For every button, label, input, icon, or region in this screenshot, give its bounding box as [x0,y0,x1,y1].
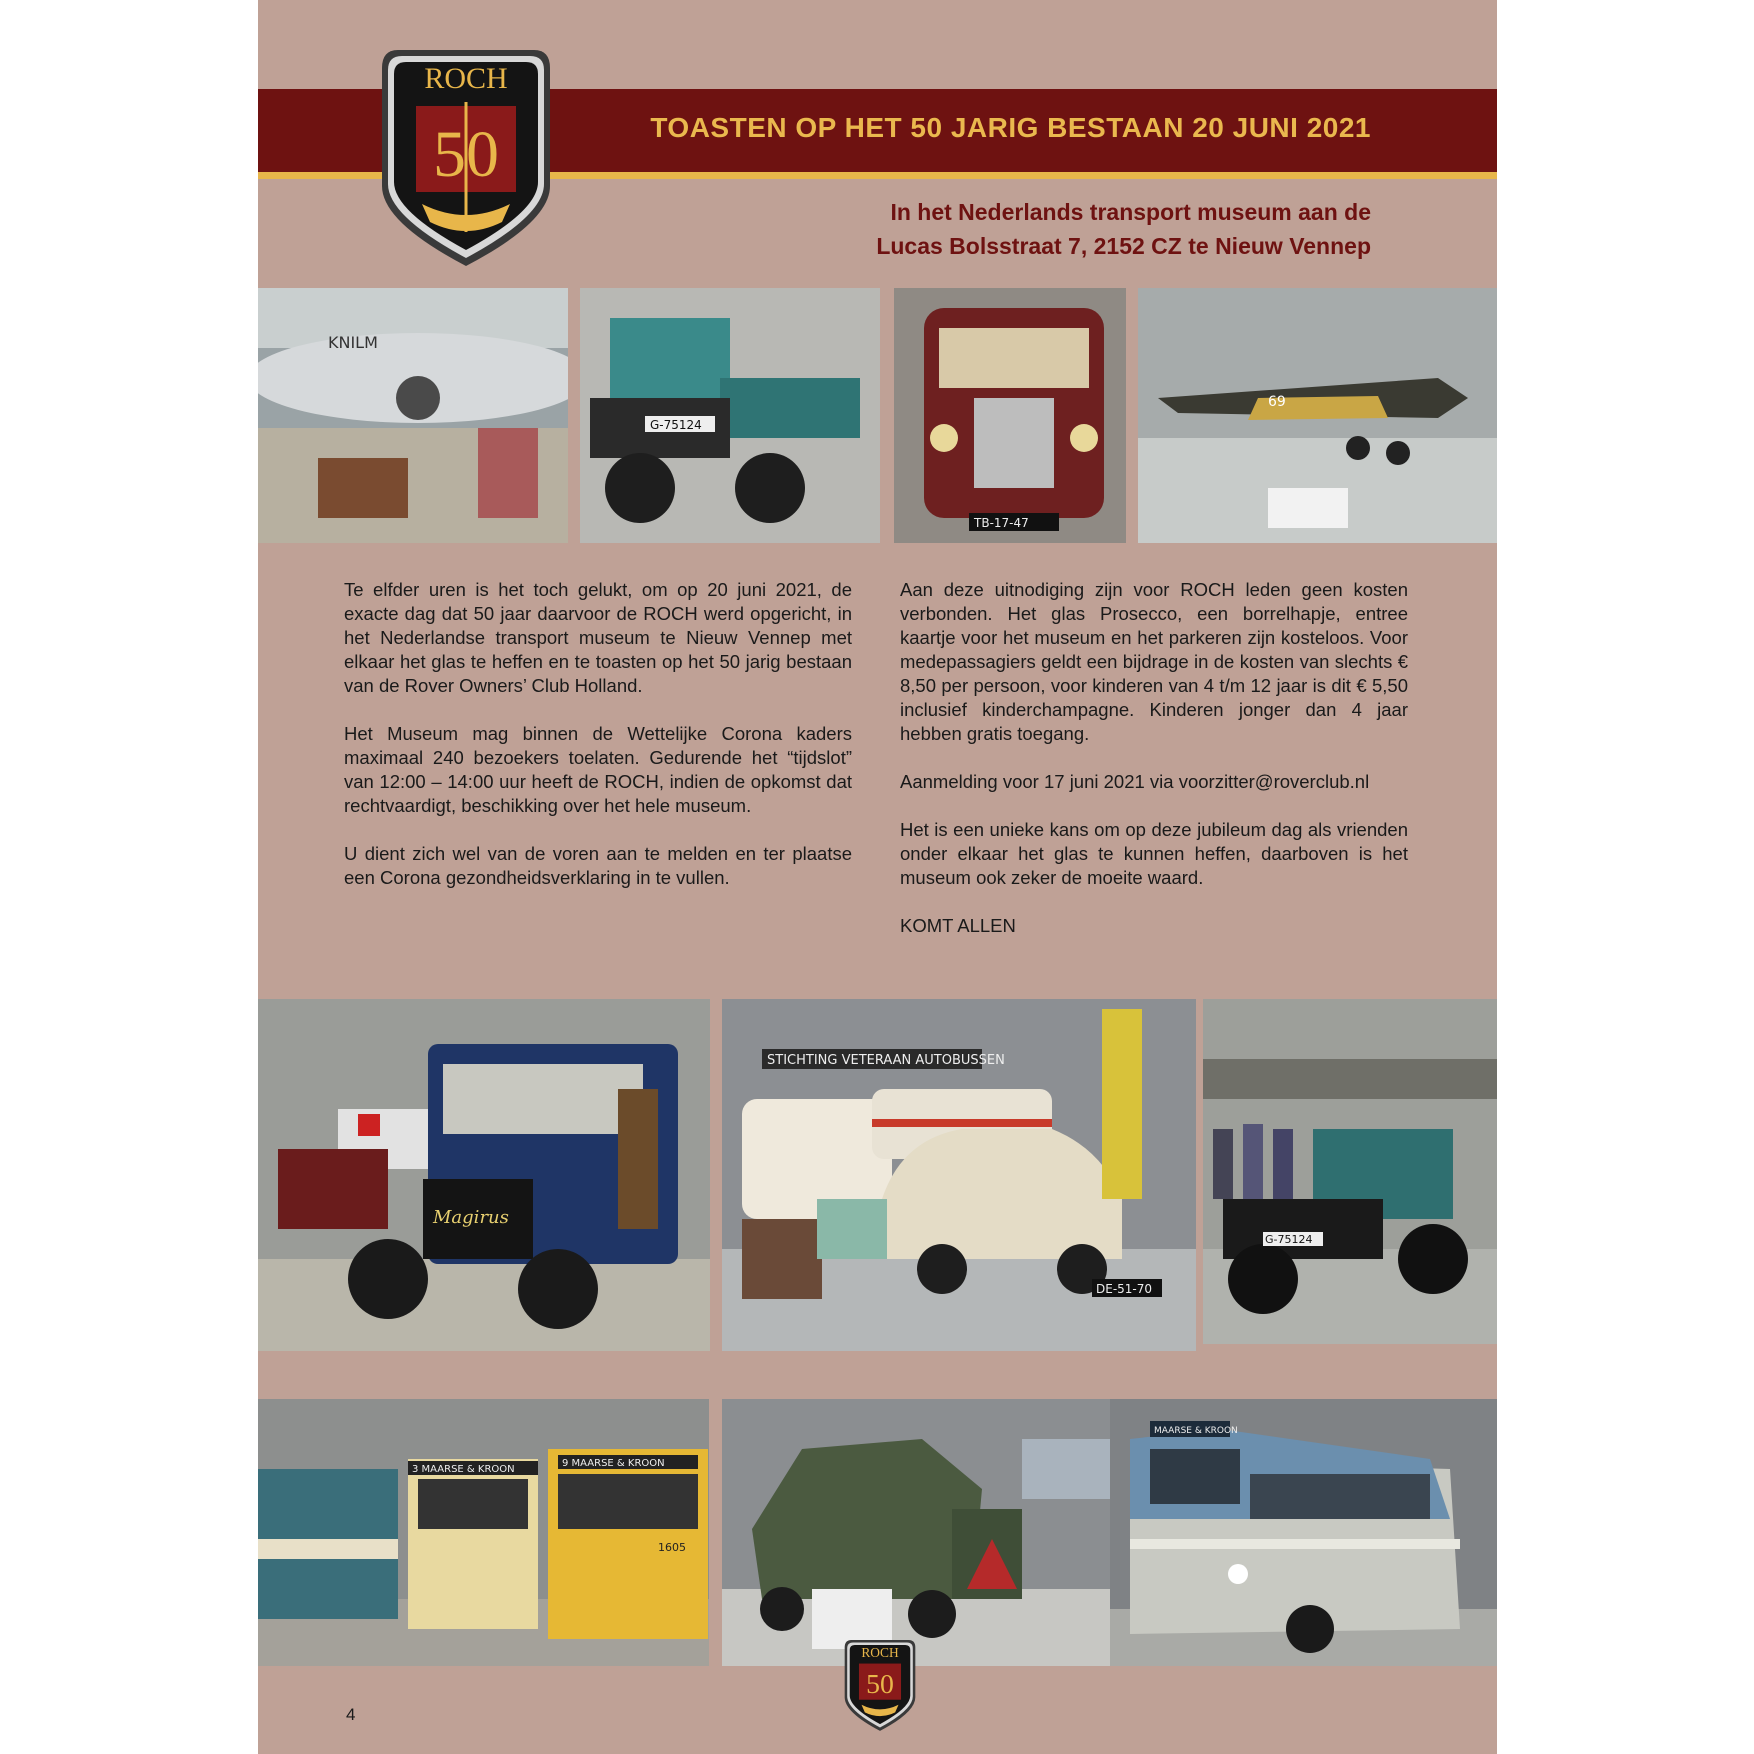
svg-text:50: 50 [433,118,499,191]
right-paragraph: Aanmelding voor 17 juni 2021 via voorzitter@roverclub.nl [900,771,1370,792]
page-title: TOASTEN OP HET 50 JARIG BESTAAN 20 JUNI 2021 [650,112,1371,143]
svg-text:Magirus: Magirus [433,1207,509,1228]
photo-harvard-plane [1138,288,1497,543]
svg-text:1605: 1605 [658,1541,686,1554]
svg-text:50: 50 [866,1668,894,1700]
subtitle-line-1: In het Nederlands transport museum aan de [890,199,1371,225]
svg-text:9 MAARSE & KROON: 9 MAARSE & KROON [562,1458,665,1469]
photo-red-bus [894,288,1126,543]
page-number: 4 [346,1705,356,1724]
article-right-column [900,578,1408,962]
photo-dakota-plane [258,288,568,543]
svg-text:ROCH: ROCH [424,62,508,95]
left-paragraph: Te elfder uren is het toch gelukt, om op 20 juni 2021, de exacte dag dat 50 jaar daarvoor de ROCH werd opgericht, in het Nederlandse transport museum te Nieuw Vennep met elkaar het glas te heffen en te toasten op het 50 jarig bestaan van de Rover Owners’ Club Holland. [344,579,852,696]
page-subtitle [876,195,1371,263]
photo-daf-caravan [722,999,1196,1351]
right-paragraph: Aan deze uitnodiging zijn voor ROCH leden geen kosten verbonden. Het glas Prosecco, een borrelhapje, entree kaartje voor het museum en het parkeren zijn kosteloos. Voor medepassagiers geldt een bijdrage in de kosten van slechts € 8,50 per persoon, voor kinderen van 4 t/m 12 jaar is dit € 5,50 inclusief kinderchampagne. Kinderen jonger dan 4 jaar hebben gratis toegang. [900,579,1408,744]
photo-magirus-bus [258,999,710,1351]
photo-crown-coach [1110,1399,1497,1666]
svg-text:ROCH: ROCH [861,1644,899,1660]
svg-text:KNILM: KNILM [328,333,378,352]
svg-text:69: 69 [1268,394,1286,410]
roch-50-shield-logo-small-icon [843,1636,917,1734]
svg-text:MAARSE & KROON: MAARSE & KROON [1154,1426,1238,1436]
subtitle-line-2: Lucas Bolsstraat 7, 2152 CZ te Nieuw Vennep [876,233,1371,259]
roch-50-logo-small [843,1636,917,1734]
left-paragraph: Het Museum mag binnen de Wettelijke Corona kaders maximaal 240 bezoekers toelaten. Gedurende het “tijdslot” van 12:00 – 14:00 uur heeft de ROCH, indien de opkomst dat rechtvaardigt, beschikking over het hele museum. [344,723,852,816]
right-paragraph: Het is een unieke kans om op deze jubileum dag als vrienden onder elkaar het glas te kunnen heffen, daarboven is het museum ook zeker de moeite waard. [900,819,1408,888]
left-paragraph: U dient zich wel van de voren aan te melden en ter plaatse een Corona gezondheidsverklaring in te vullen. [344,843,852,888]
article-left-column [344,578,852,914]
photo-ford-truck [580,288,880,543]
svg-text:G-75124: G-75124 [650,418,702,432]
right-paragraph: KOMT ALLEN [900,915,1016,936]
magazine-page [258,0,1497,1754]
photo-ford-truck-visitors [1203,999,1497,1344]
svg-text:G-75124: G-75124 [1265,1233,1313,1246]
roch-50-shield-logo-icon [378,46,554,268]
roch-50-logo [378,46,554,268]
svg-text:DE-51-70: DE-51-70 [1096,1282,1153,1296]
svg-text:STICHTING VETERAAN AUTOBUSSEN: STICHTING VETERAAN AUTOBUSSEN [767,1053,1005,1068]
svg-text:3 MAARSE & KROON: 3 MAARSE & KROON [412,1464,515,1475]
photo-maarse-kroon-buses [258,1399,709,1666]
svg-text:TB-17-47: TB-17-47 [974,516,1029,530]
